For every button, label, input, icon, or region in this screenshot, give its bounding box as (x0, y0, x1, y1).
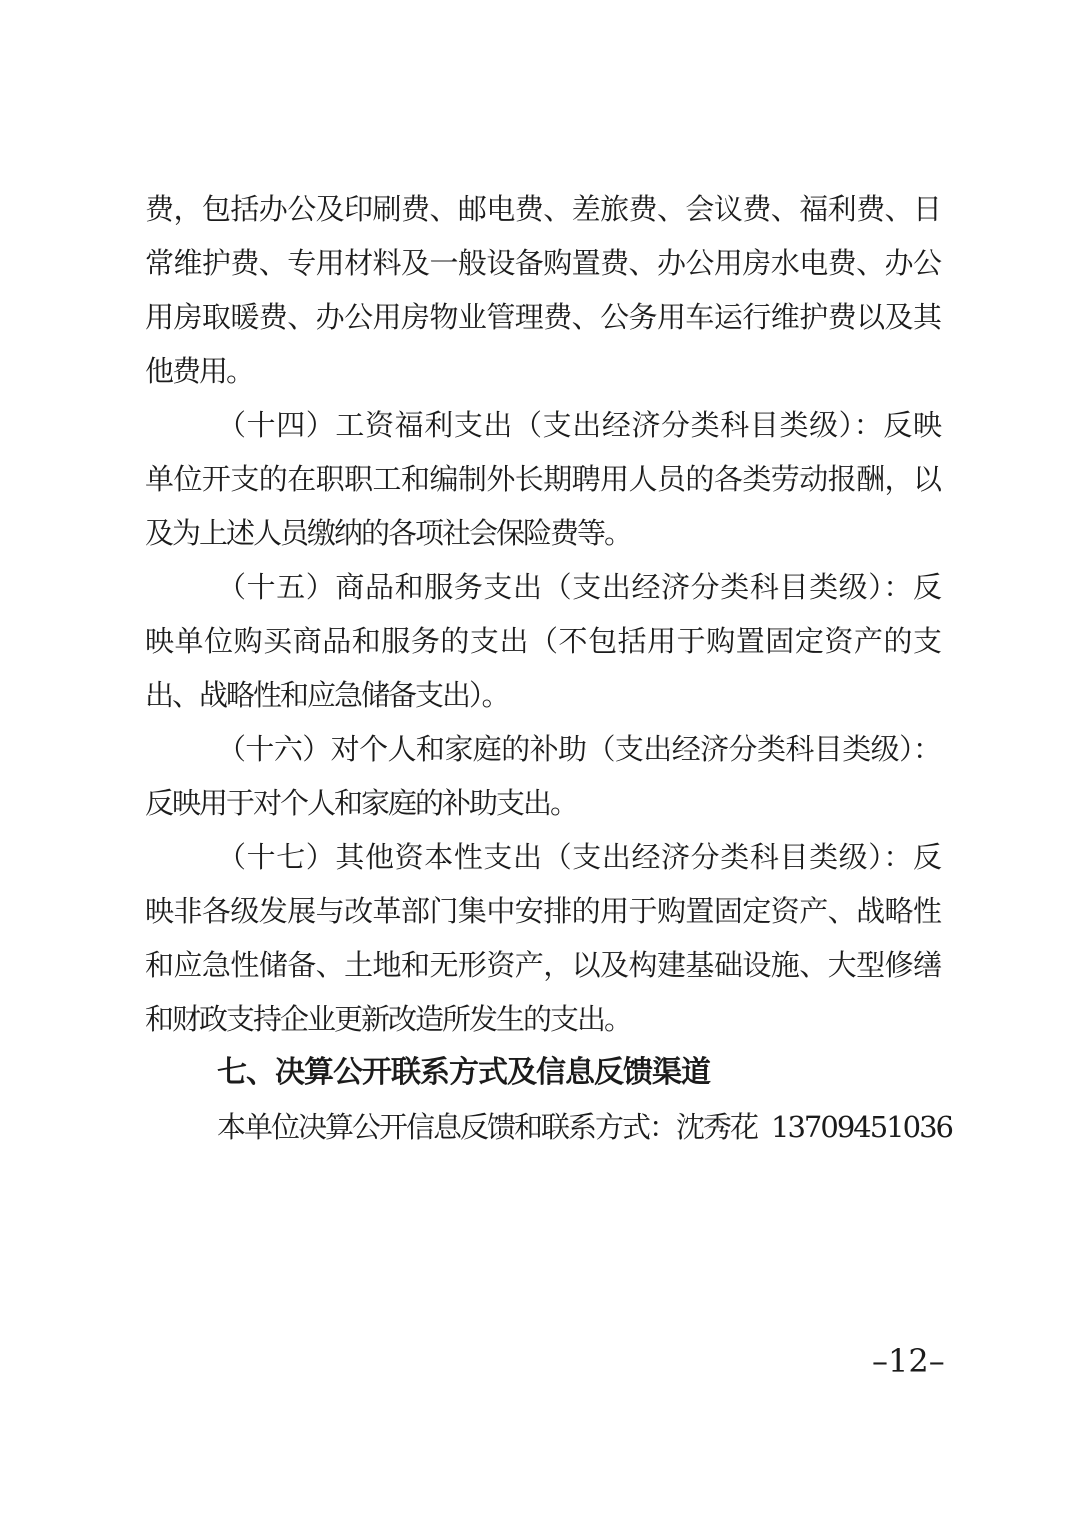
body-line-5-section-14: （十四）工资福利支出（支出经济分类科目类级）：反映 (217, 408, 940, 442)
body-line-9: 映单位购买商品和服务的支出（不包括用于购置固定资产的支 (145, 624, 940, 658)
body-line-1: 费，包括办公及印刷费、邮电费、差旅费、会议费、福利费、日 (145, 192, 940, 226)
body-line-3: 用房取暖费、办公用房物业管理费、公务用车运行维护费以及其 (145, 300, 940, 334)
body-line-14: 映非各级发展与改革部门集中安排的用于购置固定资产、战略性 (145, 894, 940, 928)
body-line-8-section-15: （十五）商品和服务支出（支出经济分类科目类级）：反 (217, 570, 940, 604)
contact-phone: 13709451036 (771, 1110, 952, 1144)
body-line-13-section-17: （十七）其他资本性支出（支出经济分类科目类级）：反 (217, 840, 940, 874)
body-line-11-section-16: （十六）对个人和家庭的补助（支出经济分类科目类级）： (217, 732, 940, 766)
contact-line (145, 1100, 952, 1154)
section-7-heading: 七、决算公开联系方式及信息反馈渠道 (217, 1055, 710, 1090)
body-line-7: 及为上述人员缴纳的各项社会保险费等。 (145, 516, 632, 550)
document-body (145, 182, 952, 1154)
body-line-12: 反映用于对个人和家庭的补助支出。 (145, 786, 578, 820)
contact-name: 沈秀花 (676, 1110, 758, 1144)
body-line-6: 单位开支的在职职工和编制外长期聘用人员的各类劳动报酬，以 (145, 462, 940, 496)
body-line-10: 出、战略性和应急储备支出）。 (145, 678, 509, 712)
contact-label: 本单位决算公开信息反馈和联系方式： (217, 1110, 677, 1144)
body-line-15: 和应急性储备、土地和无形资产，以及构建基础设施、大型修缮 (145, 948, 940, 982)
body-line-4: 他费用。 (145, 354, 254, 388)
body-line-16: 和财政支持企业更新改造所发生的支出。 (145, 1002, 632, 1036)
body-line-2: 常维护费、专用材料及一般设备购置费、办公用房水电费、办公 (145, 246, 940, 280)
page-number: –12– (872, 1342, 945, 1380)
